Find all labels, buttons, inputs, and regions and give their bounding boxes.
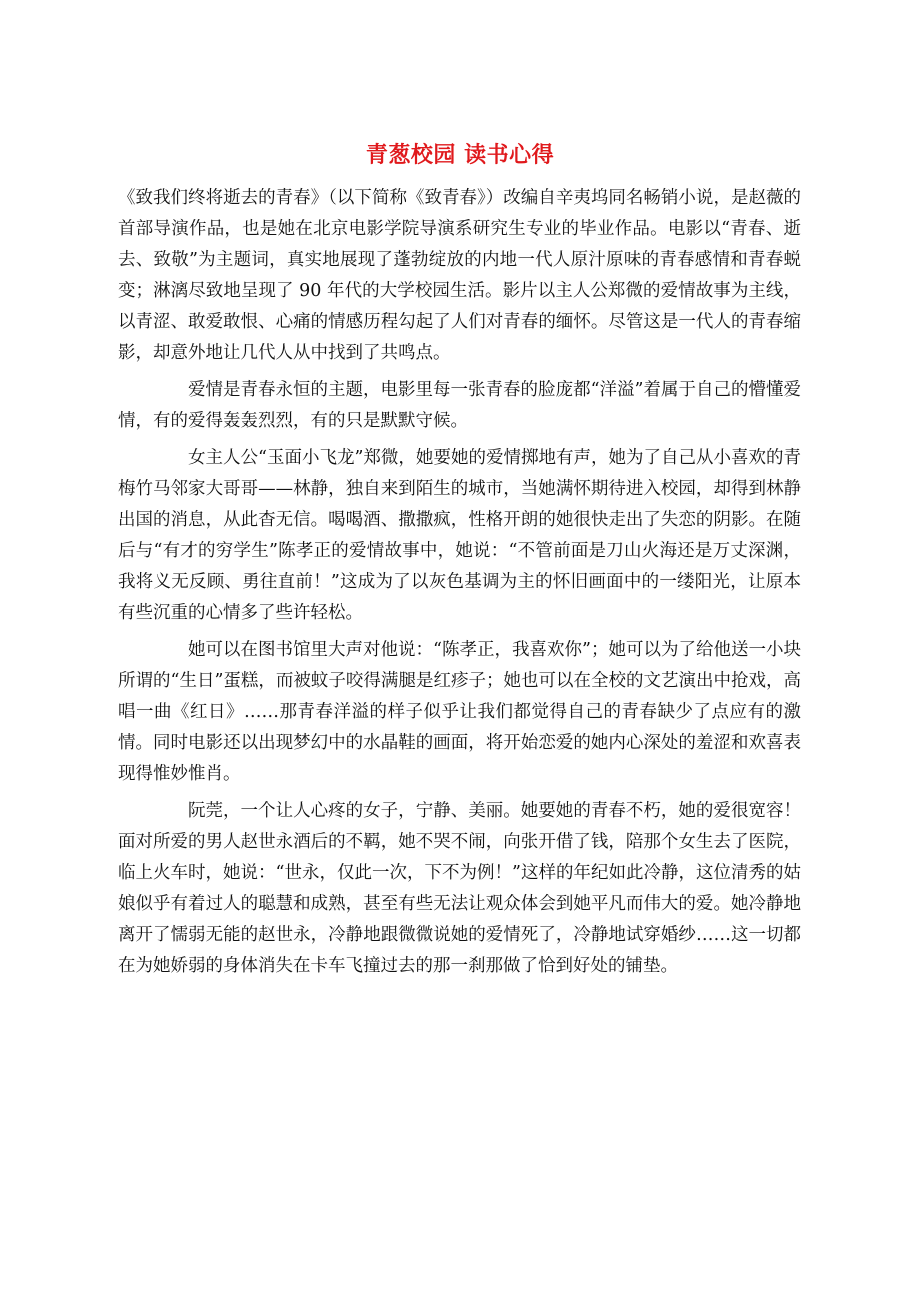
paragraph-ruan-wan: 阮莞，一个让人心疼的女子，宁静、美丽。她要她的青春不朽，她的爱很宽容！面对所爱的男人赵世永酒后的不羁，她不哭不闹，向张开借了钱，陪那个女生去了医院，临上火车时，她说：“世永，仅此一次，下不为例！”这样的年纪如此冷静，这位清秀的姑娘似乎有着过人的聪慧和成熟，甚至有些无法让观众体会到她平凡而伟大的爱。她冷静地离开了懦弱无能的赵世永，冷静地跟微微说她的爱情死了，冷静地试穿婚纱……这一切都在为她娇弱的身体消失在卡车飞撞过去的那一刹那做了恰到好处的铺垫。 (118, 801, 801, 976)
paragraph-library-confession: 她可以在图书馆里大声对他说：“陈孝正，我喜欢你”；她可以为了给他送一小块所谓的“生日”蛋糕，而被蚊子咬得满腿是红疹子；她也可以在全校的文艺演出中抢戏，高唱一曲《红日》……那青春洋溢的样子似乎让我们都觉得自己的青春缺少了点应有的激情。同时电影还以出现梦幻中的水晶鞋的画面，将开始恋爱的她内心深处的羞涩和欢喜表现得惟妙惟肖。 (118, 640, 801, 784)
paragraph-love-theme: 爱情是青春永恒的主题，电影里每一张青春的脸庞都“洋溢”着属于自己的懵懂爱情，有的爱得轰轰烈烈，有的只是默默守候。 (118, 380, 801, 431)
document-title: 青葱校园 读书心得 (365, 142, 555, 168)
document-body (118, 183, 801, 982)
paragraph-zheng-wei: 女主人公“玉面小飞龙”郑微，她要她的爱情掷地有声，她为了自己从小喜欢的青梅竹马邻家大哥哥——林静，独自来到陌生的城市，当她满怀期待进入校园，却得到林静出国的消息，从此杳无信。喝喝酒、撒撒疯，性格开朗的她很快走出了失恋的阴影。在随后与“有才的穷学生”陈孝正的爱情故事中，她说：“不管前面是刀山火海还是万丈深渊，我将义无反顾、勇往直前！”这成为了以灰色基调为主的怀旧画面中的一缕阳光，让原本有些沉重的心情多了些许轻松。 (118, 448, 801, 623)
paragraph-intro: 《致我们终将逝去的青春》（以下简称《致青春》）改编自辛夷坞同名畅销小说，是赵薇的首部导演作品，也是她在北京电影学院导演系研究生专业的毕业作品。电影以“青春、逝去、致敬”为主题词，真实地展现了蓬勃绽放的内地一代人原汁原味的青春感情和青春蜕变；淋漓尽致地呈现了 90 年代的大学校园生活。影片以主人公郑微的爱情故事为主线，以青涩、敢爱敢恨、心痛的情感历程勾起了人们对青春的缅怀。尽管这是一代人的青春缩影，却意外地让几代人从中找到了共鸣点。 (118, 188, 801, 363)
